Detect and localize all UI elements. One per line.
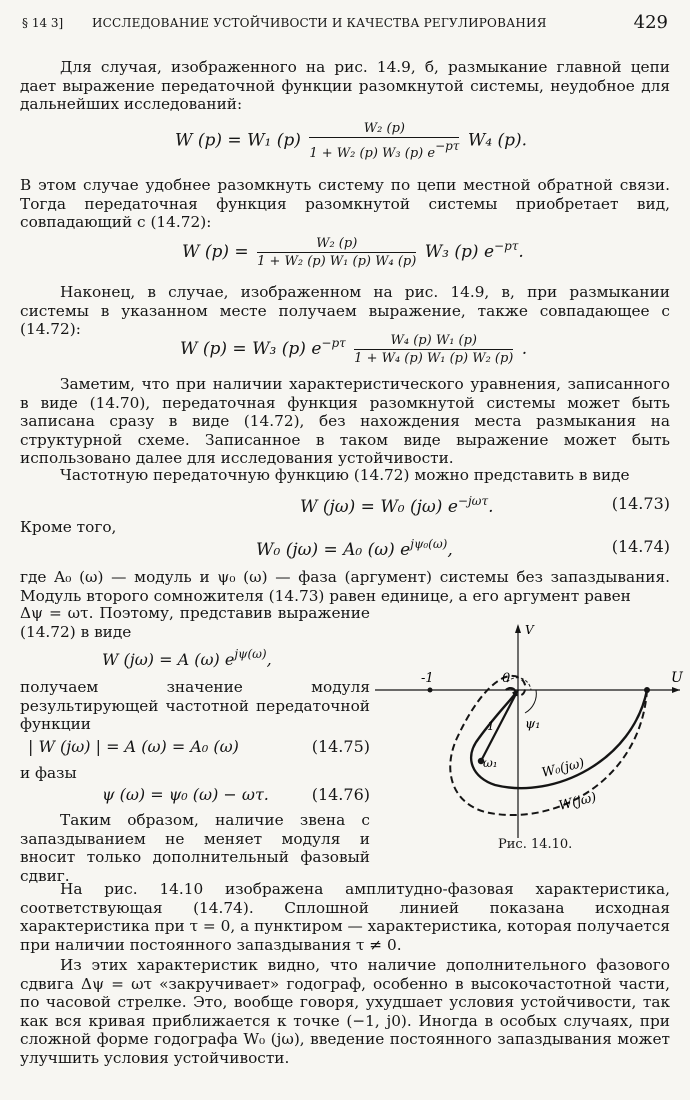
eq1-denominator [309,138,459,161]
narrow-text-1: Δψ = ωτ. Поэтому, представив выражение (14.72) в виде [20,604,370,641]
eq74-body: W₀ (jω) = A₀ (ω) e [256,540,411,560]
eq1-den-text: 1 + W₂ (p) W₃ (p) e [309,146,436,161]
label-minus-one: -1 [421,671,434,686]
axis-label-u: U [671,670,683,686]
eq2-fraction [257,236,416,269]
u-axis-arrow [672,687,680,693]
eq3-numerator: W₄ (p) W₁ (p) [354,333,513,350]
eq3-denominator: 1 + W₄ (p) W₁ (p) W₂ (p) [354,351,514,366]
label-w0: W₀(jω) [540,755,587,781]
figure-14-10 [375,620,685,844]
eqwj-body: W (jω) = A (ω) e [102,650,235,669]
equation-14-75 [28,737,370,756]
equation-2 [182,236,524,269]
eqwj-tail: , [266,650,272,669]
v-axis-arrow [515,624,521,633]
eq3-fraction [354,333,513,366]
eq2-rhs: W₃ (p) e [424,242,495,262]
eq3-lhs-exp: −pτ [321,336,346,350]
paragraph-4: Заметим, что при наличии характеристического уравнения, записанного в виде (14.70), передаточная функция разомкнутой системы может быть записана сразу в виде (14.72), без нахождения места размыкания на структурной схеме. Записанное в таком виде выражение может быть использовано далее для исследования устойчивости. [20,375,670,468]
running-title: ИССЛЕДОВАНИЕ УСТОЙЧИВОСТИ И КАЧЕСТВА РЕГУЛИРОВАНИЯ [92,16,547,30]
eq1-fraction [309,121,459,161]
eq75-number: (14.75) [311,737,370,756]
section-number: § 14 3] [22,16,64,30]
paragraph-2: В этом случае удобнее разомкнуть систему по цепи местной обратной связи. Тогда передаточная функция разомкнутой системы приобретает вид, совпадающий с (14.72): [20,176,670,232]
paragraph-1: Для случая, изображенного на рис. 14.9, б, размыкание главной цепи дает выражение передаточной функции разомкнутой системы, неудобное для дальнейших исследований: [20,58,670,114]
nyquist-diagram [375,620,685,840]
eq74-tail: , [447,540,453,560]
eq3-lhs: W (p) = W₃ (p) e [180,339,322,359]
eq1-den-exp: −pτ [435,139,460,153]
paragraph-8: На рис. 14.10 изображена амплитудно-фазовая характеристика, соответствующая (14.74). Сплошной линией показана исходная характеристика при τ = 0, а пунктиром — характеристика, которая получается при наличии постоянного запаздывания τ ≠ 0. [20,880,670,954]
eq2-lhs: W (p) = [182,242,249,262]
eq73-tail: . [488,497,494,517]
narrow-text-4: Таким образом, наличие звена с запаздыванием не меняет модуля и вносит только дополнительный фазовый сдвиг. [20,811,370,885]
eq74-number: (14.74) [611,537,670,556]
figure-caption: Рис. 14.10. [498,837,573,852]
paragraph-5: Частотную передаточную функцию (14.72) можно представить в виде [60,466,630,484]
eq73-number: (14.73) [611,494,670,513]
equation-3 [180,333,527,366]
psi-arc [525,690,536,713]
equation-w-jw [102,647,272,669]
eq75-body: | W (jω) | = A (ω) = A₀ (ω) [28,737,239,756]
eq2-tail: . [518,242,524,262]
label-omega: ω₁ [483,756,498,770]
label-psi: ψ₁ [525,717,541,732]
page-number: 429 [633,12,668,33]
narrow-text-2: получаем значение модуля результирующей частотной передаточной функции [20,678,370,734]
eq2-numerator: W₂ (p) [257,236,416,253]
label-vector: 1 [487,719,495,733]
eq1-rhs: W₄ (p). [467,130,528,151]
point-minus-one [428,688,433,693]
axis-label-v: V [525,623,534,637]
equation-1 [175,121,527,161]
eq3-tail: . [521,339,528,359]
eq73-exp: −jωτ [457,494,489,508]
eq76-body: ψ (ω) = ψ₀ (ω) − ωτ. [102,785,269,804]
eq1-numerator: W₂ (p) [309,121,459,138]
paragraph-9: Из этих характеристик видно, что наличие дополнительного фазового сдвига Δψ = ωτ «закручивает» годограф, особенно в высокочастотной части, по часовой стрелке. Это, вообще говоря, ухудшает условия устойчивости, так как вся кривая приближается к точке (−1, j0). Иногда в особых случаях, при сложной форме годографа W₀ (jω), введение постоянного запаздывания может улучшить условия устойчивости. [20,956,670,1067]
label-origin: 0 [502,671,511,686]
eq2-rhs-exp: −pτ [494,239,519,253]
eqwj-exp: jψ(ω) [234,647,267,661]
equation-14-74 [256,537,670,560]
paragraph-3: Наконец, в случае, изображенном на рис. 14.9, в, при размыкании системы в указанном месте получаем выражение, также совпадающее с (14.72): [20,283,670,339]
eq1-lhs: W (p) = W₁ (p) [175,130,301,151]
eq74-exp: jψ₀(ω) [410,537,448,551]
narrow-text-3: и фазы [20,764,77,782]
running-header [20,12,670,36]
eq2-denominator: 1 + W₂ (p) W₁ (p) W₄ (p) [257,254,417,269]
paragraph-6: Кроме того, [20,518,117,536]
eq76-number: (14.76) [311,785,370,804]
equation-14-73 [300,494,670,517]
paragraph-7: где A₀ (ω) — модуль и ψ₀ (ω) — фаза (аргумент) системы без запаздывания. Модуль второго сомножителя (14.73) равен единице, а его аргумент равен [20,568,670,605]
label-w: W(jω) [557,790,598,814]
eq73-body: W (jω) = W₀ (jω) e [300,497,458,517]
equation-14-76 [102,785,370,804]
